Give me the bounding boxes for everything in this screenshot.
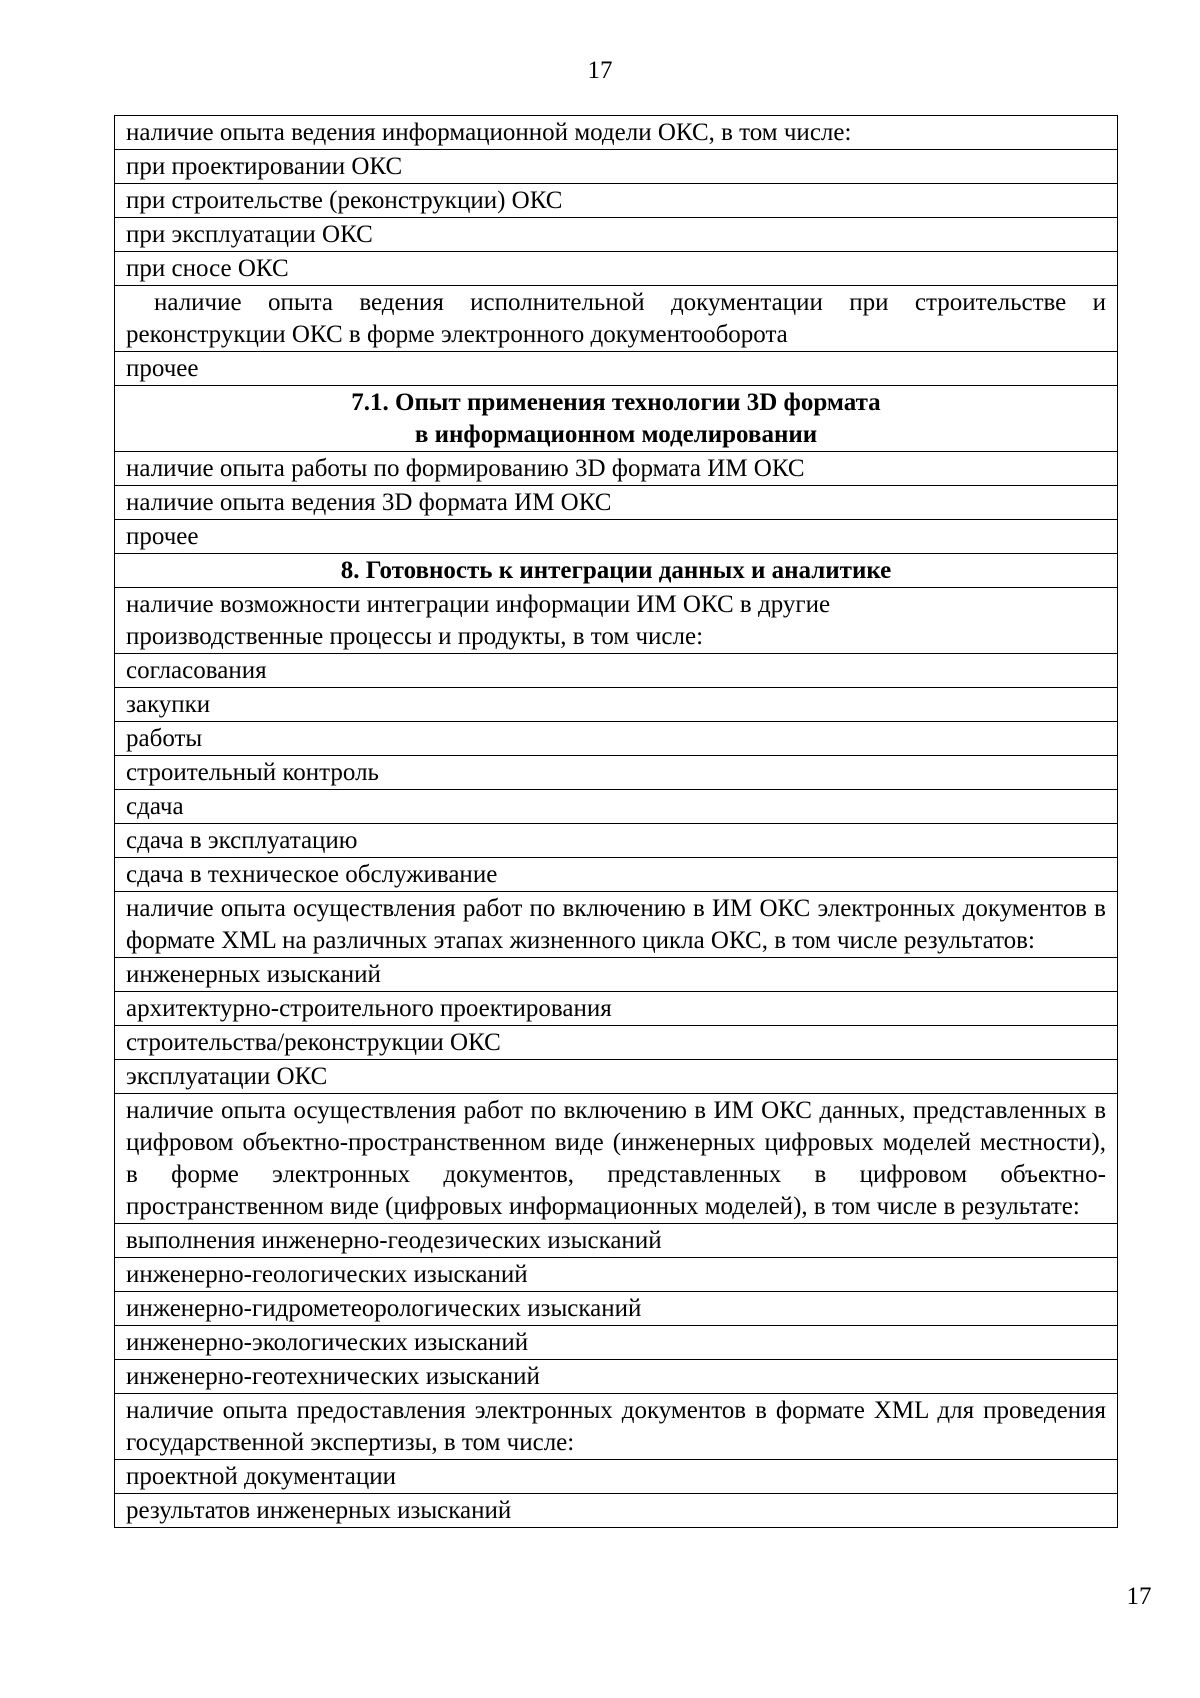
table-cell: при строительстве (реконструкции) ОКС <box>115 184 1118 218</box>
table-cell: проектной документации <box>115 1460 1118 1494</box>
table-row <box>115 824 1118 858</box>
page-number-bottom: 17 <box>1126 1583 1152 1610</box>
table-row <box>115 858 1118 892</box>
table-row <box>115 688 1118 722</box>
table-row <box>115 1258 1118 1292</box>
table-cell: строительства/реконструкции ОКС <box>115 1026 1118 1060</box>
criteria-table <box>114 115 1118 1528</box>
table-cell: эксплуатации ОКС <box>115 1060 1118 1094</box>
table-row <box>115 1360 1118 1394</box>
table-row <box>115 992 1118 1026</box>
table-cell: результатов инженерных изысканий <box>115 1494 1118 1528</box>
table-row <box>115 722 1118 756</box>
table-cell: согласования <box>115 654 1118 688</box>
table-cell: наличие опыта ведения исполнительной документации при строительстве и реконструкции ОКС в форме электронного документооборота <box>115 286 1118 352</box>
table-cell: архитектурно-строительного проектирования <box>115 992 1118 1026</box>
table-row <box>115 1292 1118 1326</box>
table-row <box>115 520 1118 554</box>
table-row <box>115 486 1118 520</box>
table-cell: работы <box>115 722 1118 756</box>
section-heading-line: в информационном моделировании <box>414 421 818 448</box>
table-row <box>115 1026 1118 1060</box>
table-cell: наличие опыта осуществления работ по включению в ИМ ОКС данных, представленных в цифровом объектно-пространственном виде (инженерных цифровых моделей местности), в форме электронных документов, представленных в цифровом объектно-пространственном виде (цифровых информационных моделей), в том числе в результате: <box>115 1094 1118 1224</box>
section-heading: 8. Готовность к интеграции данных и аналитике <box>115 554 1118 588</box>
table-row <box>115 1326 1118 1360</box>
table-cell: строительный контроль <box>115 756 1118 790</box>
table-cell: наличие опыта ведения 3D формата ИМ ОКС <box>115 486 1118 520</box>
cell-line: производственные процессы и продукты, в том числе: <box>126 623 704 650</box>
table-cell: сдача <box>115 790 1118 824</box>
section-heading-row <box>115 386 1118 452</box>
cell-line: наличие возможности интеграции информации ИМ ОКС в другие <box>126 591 831 618</box>
table-row <box>115 1094 1118 1224</box>
table-row <box>115 252 1118 286</box>
table-row <box>115 790 1118 824</box>
table-row <box>115 352 1118 386</box>
table-row <box>115 452 1118 486</box>
table-row <box>115 1224 1118 1258</box>
table-cell: при сносе ОКС <box>115 252 1118 286</box>
table-cell: при проектировании ОКС <box>115 150 1118 184</box>
table-row <box>115 892 1118 958</box>
table-cell: наличие опыта осуществления работ по включению в ИМ ОКС электронных документов в формате XML на различных этапах жизненного цикла ОКС, в том числе результатов: <box>115 892 1118 958</box>
table-row <box>115 1460 1118 1494</box>
table-cell: инженерных изысканий <box>115 958 1118 992</box>
table-row <box>115 1394 1118 1460</box>
table-row <box>115 150 1118 184</box>
table-cell: инженерно-геотехнических изысканий <box>115 1360 1118 1394</box>
section-heading-line: 7.1. Опыт применения технологии 3D формата <box>351 389 881 416</box>
table-cell: прочее <box>115 352 1118 386</box>
table-row <box>115 116 1118 150</box>
table-cell: наличие опыта работы по формированию 3D формата ИМ ОКС <box>115 452 1118 486</box>
table-cell: сдача в эксплуатацию <box>115 824 1118 858</box>
table-row <box>115 588 1118 654</box>
table-cell: сдача в техническое обслуживание <box>115 858 1118 892</box>
page-number-top: 17 <box>587 57 613 84</box>
table-cell: инженерно-гидрометеорологических изысканий <box>115 1292 1118 1326</box>
table-cell: выполнения инженерно-геодезических изысканий <box>115 1224 1118 1258</box>
section-heading <box>115 386 1118 452</box>
table-cell <box>115 588 1118 654</box>
table-row <box>115 1060 1118 1094</box>
table-row <box>115 958 1118 992</box>
table-row <box>115 654 1118 688</box>
table-cell: при эксплуатации ОКС <box>115 218 1118 252</box>
section-heading-row <box>115 554 1118 588</box>
table-row <box>115 184 1118 218</box>
table-row <box>115 1494 1118 1528</box>
table-cell: закупки <box>115 688 1118 722</box>
table-row <box>115 218 1118 252</box>
table-cell: инженерно-геологических изысканий <box>115 1258 1118 1292</box>
table-cell: прочее <box>115 520 1118 554</box>
table-row <box>115 286 1118 352</box>
table-cell: наличие опыта ведения информационной модели ОКС, в том числе: <box>115 116 1118 150</box>
table-cell: инженерно-экологических изысканий <box>115 1326 1118 1360</box>
table-cell: наличие опыта предоставления электронных документов в формате XML для проведения государственной экспертизы, в том числе: <box>115 1394 1118 1460</box>
table-row <box>115 756 1118 790</box>
